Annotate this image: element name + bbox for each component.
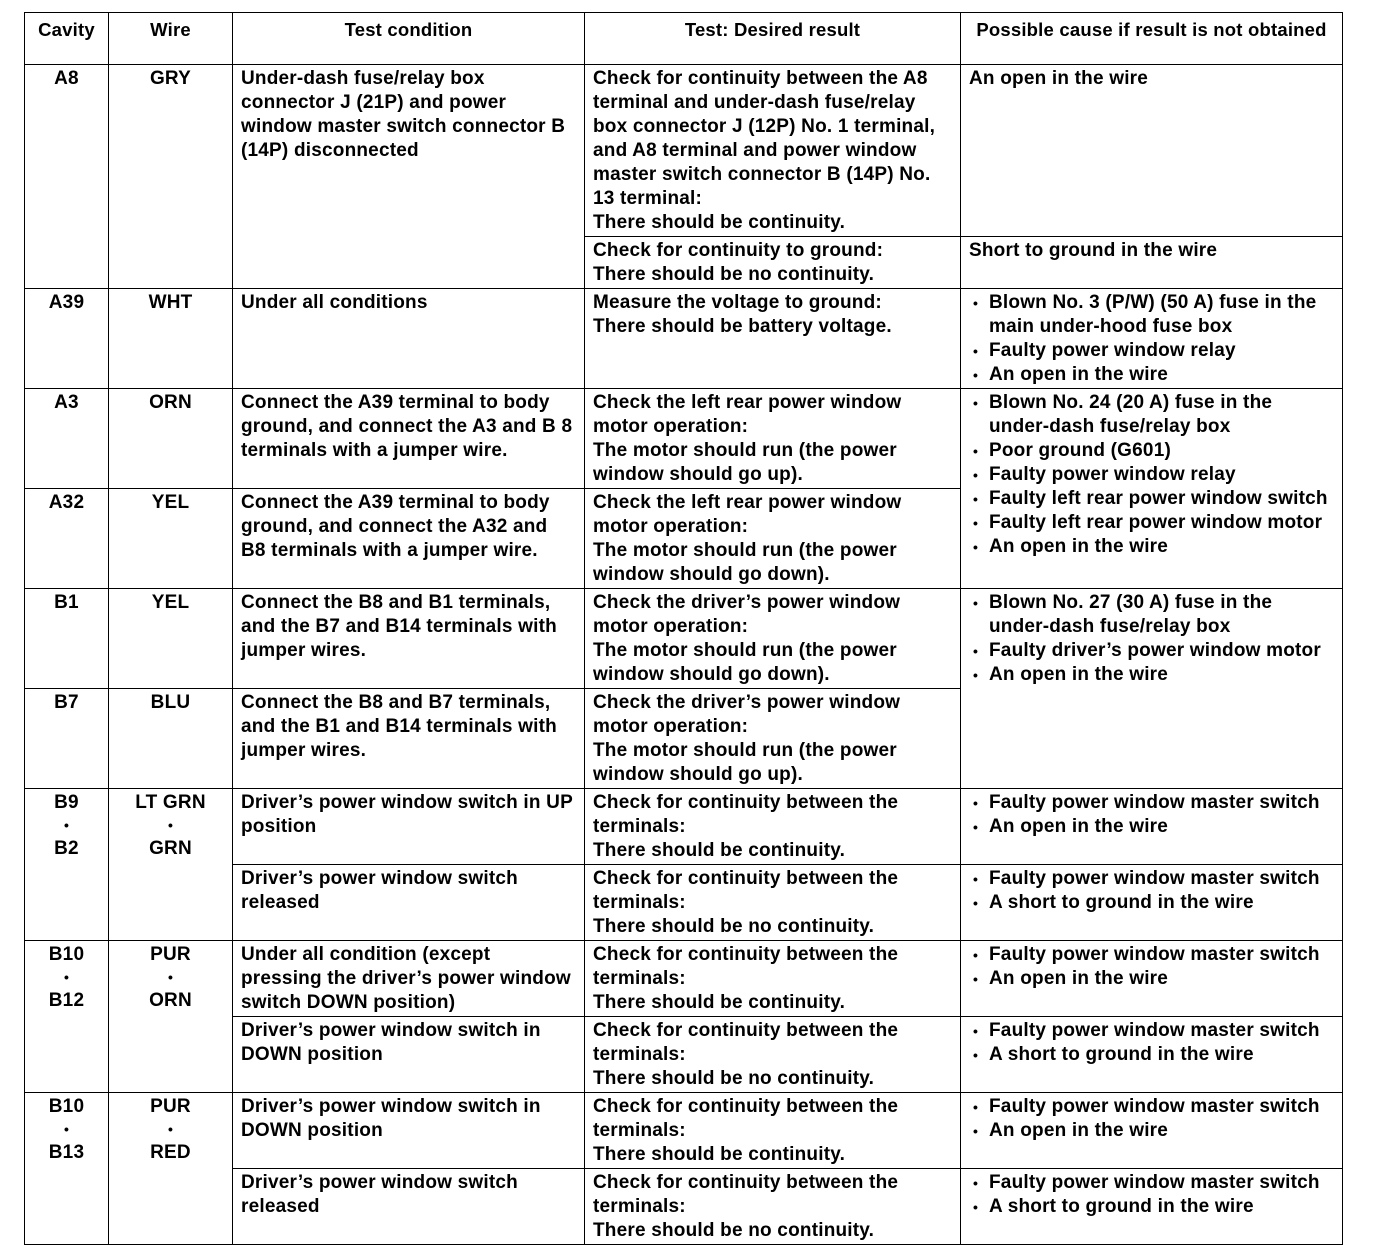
- result-text: There should be continuity.: [593, 840, 846, 861]
- cavity-b10-b12: [25, 941, 109, 1093]
- wire-bottom: GRN: [149, 838, 192, 859]
- result-a39: [585, 289, 961, 389]
- cause-item: • An open in the wire: [969, 967, 1334, 991]
- result-a8-continuity: [585, 65, 961, 237]
- wire-test-table: [24, 12, 1343, 1245]
- wire-b1: YEL: [109, 589, 233, 689]
- condition-b9-b2-released: Driver’s power window switch released: [233, 865, 585, 941]
- causes-b9-b2-released: [961, 865, 1343, 941]
- result-text: Check for continuity between the terminals:: [593, 944, 899, 989]
- table-row-b1: [25, 589, 1343, 689]
- cavity-top: B10: [48, 944, 85, 965]
- header-test-condition: Test condition: [233, 13, 585, 65]
- header-possible-cause: Possible cause if result is not obtained: [961, 13, 1343, 65]
- wire-top: LT GRN: [135, 792, 206, 813]
- result-text: There should be continuity.: [593, 1144, 846, 1165]
- cavity-a32: A32: [25, 489, 109, 589]
- result-b1: [585, 589, 961, 689]
- result-b10-b12-down: [585, 1017, 961, 1093]
- causes-b10-b13-down: [961, 1093, 1343, 1169]
- result-text: The motor should run (the power window should go down).: [593, 540, 897, 585]
- result-text: Check the driver’s power window motor operation:: [593, 592, 901, 637]
- cause-item: • Faulty left rear power window motor: [969, 511, 1334, 535]
- condition-b1: Connect the B8 and B1 terminals, and the B7 and B14 terminals with jumper wires.: [233, 589, 585, 689]
- condition-a32: Connect the A39 terminal to body ground, and connect the A32 and B8 terminals with a jumper wire.: [233, 489, 585, 589]
- result-b9-b2-released: [585, 865, 961, 941]
- result-text: Check for continuity between the terminals:: [593, 1096, 899, 1141]
- result-text: Check for continuity between the terminals:: [593, 868, 899, 913]
- result-b10-b13-released: [585, 1169, 961, 1245]
- condition-a39: Under all conditions: [233, 289, 585, 389]
- condition-b10-b12-all: Under all condition (except pressing the driver’s power window switch DOWN position): [233, 941, 585, 1017]
- cause-item: • Faulty power window master switch: [969, 1171, 1334, 1195]
- condition-b7: Connect the B8 and B7 terminals, and the B1 and B14 terminals with jumper wires.: [233, 689, 585, 789]
- result-text: Check the driver’s power window motor operation:: [593, 692, 901, 737]
- cavity-b10-b13: [25, 1093, 109, 1245]
- cavity-b7: B7: [25, 689, 109, 789]
- result-text: The motor should run (the power window should go up).: [593, 740, 897, 785]
- condition-b10-b13-released: Driver’s power window switch released: [233, 1169, 585, 1245]
- result-text: There should be no continuity.: [593, 1068, 875, 1089]
- wire-top: PUR: [150, 1096, 191, 1117]
- result-text: Check for continuity between the A8 terminal and under-dash fuse/relay box connector J (12P) No. 1 terminal, and A8 terminal and power window master switch connector B (14P) No. 13 terminal:: [593, 68, 936, 209]
- cavity-top: B10: [48, 1096, 85, 1117]
- result-a32: [585, 489, 961, 589]
- cause-item: • Faulty power window master switch: [969, 867, 1334, 891]
- wire-b7: BLU: [109, 689, 233, 789]
- result-a3: [585, 389, 961, 489]
- wire-separator: •: [167, 817, 174, 833]
- cavity-a39: A39: [25, 289, 109, 389]
- wire-separator: •: [167, 969, 174, 985]
- causes-a3-a32: [961, 389, 1343, 589]
- troubleshooting-sheet: [24, 12, 1342, 1245]
- cavity-a8: A8: [25, 65, 109, 289]
- causes-b9-b2-up: [961, 789, 1343, 865]
- cause-item: • An open in the wire: [969, 1119, 1334, 1143]
- table-row-a39: [25, 289, 1343, 389]
- wire-a3: ORN: [109, 389, 233, 489]
- condition-a8: Under-dash fuse/relay box connector J (21P) and power window master switch connector B (14P) disconnected: [233, 65, 585, 289]
- header-cavity: Cavity: [25, 13, 109, 65]
- cavity-separator: •: [63, 969, 70, 985]
- table-row-a8: [25, 65, 1343, 237]
- cause-item: • Faulty power window relay: [969, 339, 1334, 363]
- result-b7: [585, 689, 961, 789]
- result-text: The motor should run (the power window should go up).: [593, 440, 897, 485]
- result-text: There should be battery voltage.: [593, 316, 892, 337]
- result-a8-ground: [585, 237, 961, 289]
- wire-a39: WHT: [109, 289, 233, 389]
- header-wire: Wire: [109, 13, 233, 65]
- cause-item: • Faulty power window relay: [969, 463, 1334, 487]
- wire-b9-b2: [109, 789, 233, 941]
- causes-b10-b12-down: [961, 1017, 1343, 1093]
- cause-item: • A short to ground in the wire: [969, 891, 1334, 915]
- result-text: Measure the voltage to ground:: [593, 292, 882, 313]
- result-text: There should be continuity.: [593, 212, 846, 233]
- condition-b10-b13-down: Driver’s power window switch in DOWN position: [233, 1093, 585, 1169]
- cause-item: • An open in the wire: [969, 363, 1334, 387]
- cause-item: • Poor ground (G601): [969, 439, 1334, 463]
- wire-separator: •: [167, 1121, 174, 1137]
- condition-b9-b2-up: Driver’s power window switch in UP position: [233, 789, 585, 865]
- result-b10-b12-all: [585, 941, 961, 1017]
- causes-b10-b12-all: [961, 941, 1343, 1017]
- cavity-b1: B1: [25, 589, 109, 689]
- table-row-a3: [25, 389, 1343, 489]
- result-text: There should be no continuity.: [593, 916, 875, 937]
- condition-a3: Connect the A39 terminal to body ground, and connect the A3 and B 8 terminals with a jumper wire.: [233, 389, 585, 489]
- cavity-a3: A3: [25, 389, 109, 489]
- cause-a8-open: An open in the wire: [961, 65, 1343, 237]
- cause-item: • An open in the wire: [969, 535, 1334, 559]
- wire-b10-b12: [109, 941, 233, 1093]
- cause-item: • A short to ground in the wire: [969, 1195, 1334, 1219]
- result-text: Check for continuity to ground:: [593, 240, 884, 261]
- result-text: Check for continuity between the terminals:: [593, 1172, 899, 1217]
- result-text: There should be no continuity.: [593, 1220, 875, 1241]
- wire-top: PUR: [150, 944, 191, 965]
- cause-item: • Faulty power window master switch: [969, 1095, 1334, 1119]
- cause-item: • An open in the wire: [969, 815, 1334, 839]
- cause-item: • An open in the wire: [969, 663, 1334, 687]
- cause-a8-short: Short to ground in the wire: [961, 237, 1343, 289]
- cavity-bottom: B13: [48, 1142, 85, 1163]
- result-text: There should be no continuity.: [593, 264, 875, 285]
- cause-item: • Blown No. 3 (P/W) (50 A) fuse in the main under-hood fuse box: [969, 291, 1334, 339]
- wire-bottom: ORN: [149, 990, 192, 1011]
- cause-item: • Faulty left rear power window switch: [969, 487, 1334, 511]
- wire-a8: GRY: [109, 65, 233, 289]
- result-text: Check for continuity between the terminals:: [593, 1020, 899, 1065]
- cause-item: • Faulty power window master switch: [969, 1019, 1334, 1043]
- wire-bottom: RED: [150, 1142, 191, 1163]
- result-text: Check the left rear power window motor operation:: [593, 392, 902, 437]
- cause-item: • Faulty power window master switch: [969, 943, 1334, 967]
- cavity-separator: •: [63, 817, 70, 833]
- table-row-b10-b13: [25, 1093, 1343, 1169]
- result-text: There should be continuity.: [593, 992, 846, 1013]
- cavity-top: B9: [54, 792, 79, 813]
- cavity-bottom: B2: [54, 838, 79, 859]
- condition-b10-b12-down: Driver’s power window switch in DOWN position: [233, 1017, 585, 1093]
- result-b10-b13-down: [585, 1093, 961, 1169]
- cause-item: • Faulty driver’s power window motor: [969, 639, 1334, 663]
- cause-item: • Blown No. 24 (20 A) fuse in the under-dash fuse/relay box: [969, 391, 1334, 439]
- cause-item: • Faulty power window master switch: [969, 791, 1334, 815]
- header-row: [25, 13, 1343, 65]
- causes-a39: [961, 289, 1343, 389]
- result-b9-b2-up: [585, 789, 961, 865]
- result-text: Check the left rear power window motor operation:: [593, 492, 902, 537]
- table-row-b9-b2: [25, 789, 1343, 865]
- cavity-separator: •: [63, 1121, 70, 1137]
- cavity-bottom: B12: [48, 990, 85, 1011]
- cause-item: • Blown No. 27 (30 A) fuse in the under-dash fuse/relay box: [969, 591, 1334, 639]
- result-text: The motor should run (the power window should go down).: [593, 640, 897, 685]
- wire-b10-b13: [109, 1093, 233, 1245]
- wire-a32: YEL: [109, 489, 233, 589]
- cause-item: • A short to ground in the wire: [969, 1043, 1334, 1067]
- causes-b1-b7: [961, 589, 1343, 789]
- header-desired-result: Test: Desired result: [585, 13, 961, 65]
- result-text: Check for continuity between the terminals:: [593, 792, 899, 837]
- cavity-b9-b2: [25, 789, 109, 941]
- table-row-b10-b12: [25, 941, 1343, 1017]
- causes-b10-b13-released: [961, 1169, 1343, 1245]
